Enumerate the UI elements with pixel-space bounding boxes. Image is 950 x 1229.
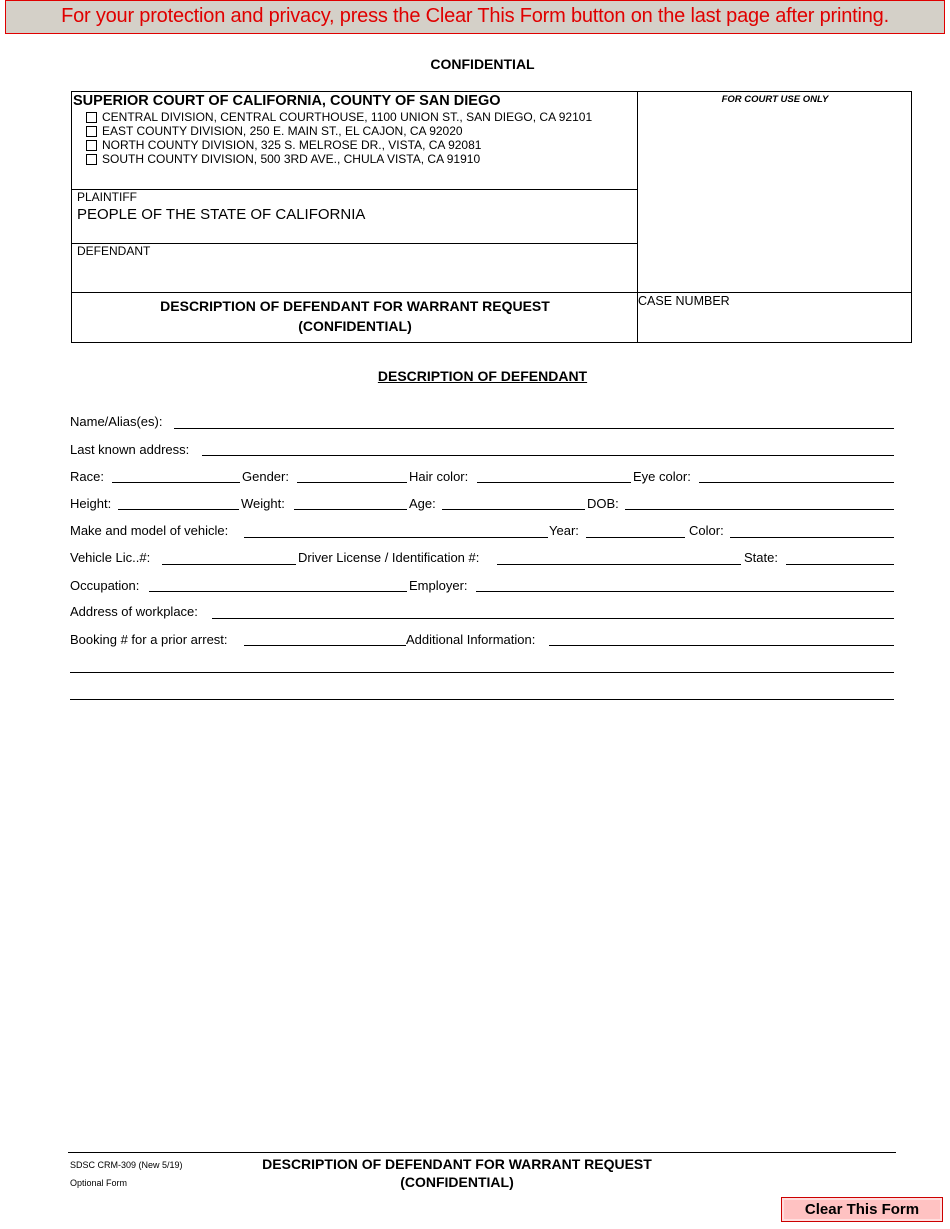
race-field[interactable] [112, 482, 240, 483]
dob-field[interactable] [625, 509, 894, 510]
weight-field[interactable] [294, 509, 407, 510]
age-field[interactable] [442, 509, 585, 510]
dob-label: DOB: [587, 496, 619, 511]
checkbox-north-division[interactable] [86, 140, 97, 151]
optional-form-label: Optional Form [70, 1178, 128, 1188]
booking-number-field[interactable] [244, 645, 406, 646]
vehicle-color-label: Color: [689, 523, 724, 538]
eye-color-label: Eye color: [633, 469, 691, 484]
court-info-cell [72, 92, 638, 190]
footer-title-line2: (CONFIDENTIAL) [400, 1174, 514, 1190]
clear-form-button[interactable]: Clear This Form [781, 1197, 943, 1222]
height-field[interactable] [118, 509, 239, 510]
vehicle-make-model-label: Make and model of vehicle: [70, 523, 229, 538]
gender-field[interactable] [297, 482, 407, 483]
workplace-address-label: Address of workplace: [70, 604, 198, 619]
vehicle-year-field[interactable] [586, 537, 685, 538]
section-heading: DESCRIPTION OF DEFENDANT [377, 368, 588, 384]
vehicle-make-model-field[interactable] [244, 537, 548, 538]
driver-license-field[interactable] [497, 564, 741, 565]
plaintiff-value[interactable]: PEOPLE OF THE STATE OF CALIFORNIA [77, 206, 366, 223]
court-use-cell [638, 92, 912, 293]
form-title-line2: (CONFIDENTIAL) [298, 318, 412, 334]
confidential-heading: CONFIDENTIAL [430, 56, 535, 72]
vehicle-year-label: Year: [549, 523, 579, 538]
plaintiff-cell[interactable] [72, 190, 638, 244]
workplace-address-field[interactable] [212, 618, 894, 619]
caption-box [71, 91, 912, 343]
court-title: SUPERIOR COURT OF CALIFORNIA, COUNTY OF SAN DIEGO [73, 93, 501, 109]
division-central [86, 110, 592, 124]
footer-divider [68, 1152, 896, 1153]
additional-info-line-2[interactable] [70, 672, 894, 673]
additional-info-line-3[interactable] [70, 699, 894, 700]
division-label: EAST COUNTY DIVISION, 250 E. MAIN ST., EL CAJON, CA 92020 [102, 124, 463, 138]
employer-label: Employer: [409, 578, 468, 593]
name-alias-label: Name/Alias(es): [70, 414, 163, 429]
case-number-cell[interactable] [638, 293, 912, 342]
court-use-label: FOR COURT USE ONLY [721, 94, 829, 105]
defendant-cell[interactable] [72, 244, 638, 293]
vehicle-lic-field[interactable] [162, 564, 296, 565]
hair-color-field[interactable] [477, 482, 631, 483]
eye-color-field[interactable] [699, 482, 894, 483]
height-label: Height: [70, 496, 112, 511]
checkbox-east-division[interactable] [86, 126, 97, 137]
hair-color-label: Hair color: [409, 469, 469, 484]
last-address-field[interactable] [202, 455, 894, 456]
additional-info-field[interactable] [549, 645, 894, 646]
case-number-label: CASE NUMBER [638, 294, 730, 308]
occupation-field[interactable] [149, 591, 407, 592]
division-north [86, 138, 481, 152]
footer-title-line1: DESCRIPTION OF DEFENDANT FOR WARRANT REQUEST [262, 1156, 652, 1172]
footer-title [240, 1155, 674, 1191]
division-label: SOUTH COUNTY DIVISION, 500 3RD AVE., CHULA VISTA, CA 91910 [102, 152, 481, 166]
weight-label: Weight: [241, 496, 285, 511]
race-label: Race: [70, 469, 104, 484]
privacy-banner: For your protection and privacy, press the Clear This Form button on the last page after printing. [5, 0, 945, 34]
vehicle-lic-label: Vehicle Lic..#: [70, 550, 151, 565]
name-alias-field[interactable] [174, 428, 894, 429]
last-address-label: Last known address: [70, 442, 190, 457]
state-label: State: [744, 550, 778, 565]
gender-label: Gender: [242, 469, 289, 484]
plaintiff-label: PLAINTIFF [77, 190, 138, 204]
booking-number-label: Booking # for a prior arrest: [70, 632, 228, 647]
employer-field[interactable] [476, 591, 894, 592]
division-label: CENTRAL DIVISION, CENTRAL COURTHOUSE, 1100 UNION ST., SAN DIEGO, CA 92101 [102, 110, 593, 124]
division-east [86, 124, 463, 138]
form-title [72, 296, 638, 336]
vehicle-color-field[interactable] [730, 537, 894, 538]
division-south [86, 152, 480, 166]
state-field[interactable] [786, 564, 894, 565]
checkbox-south-division[interactable] [86, 154, 97, 165]
form-title-cell [72, 293, 638, 342]
occupation-label: Occupation: [70, 578, 140, 593]
form-code: SDSC CRM-309 (New 5/19) [70, 1160, 183, 1170]
driver-license-label: Driver License / Identification #: [298, 550, 480, 565]
age-label: Age: [409, 496, 436, 511]
form-title-line1: DESCRIPTION OF DEFENDANT FOR WARRANT REQUEST [160, 298, 550, 314]
defendant-label: DEFENDANT [77, 244, 151, 258]
checkbox-central-division[interactable] [86, 112, 97, 123]
additional-info-label: Additional Information: [406, 632, 536, 647]
division-label: NORTH COUNTY DIVISION, 325 S. MELROSE DR., VISTA, CA 92081 [102, 138, 482, 152]
